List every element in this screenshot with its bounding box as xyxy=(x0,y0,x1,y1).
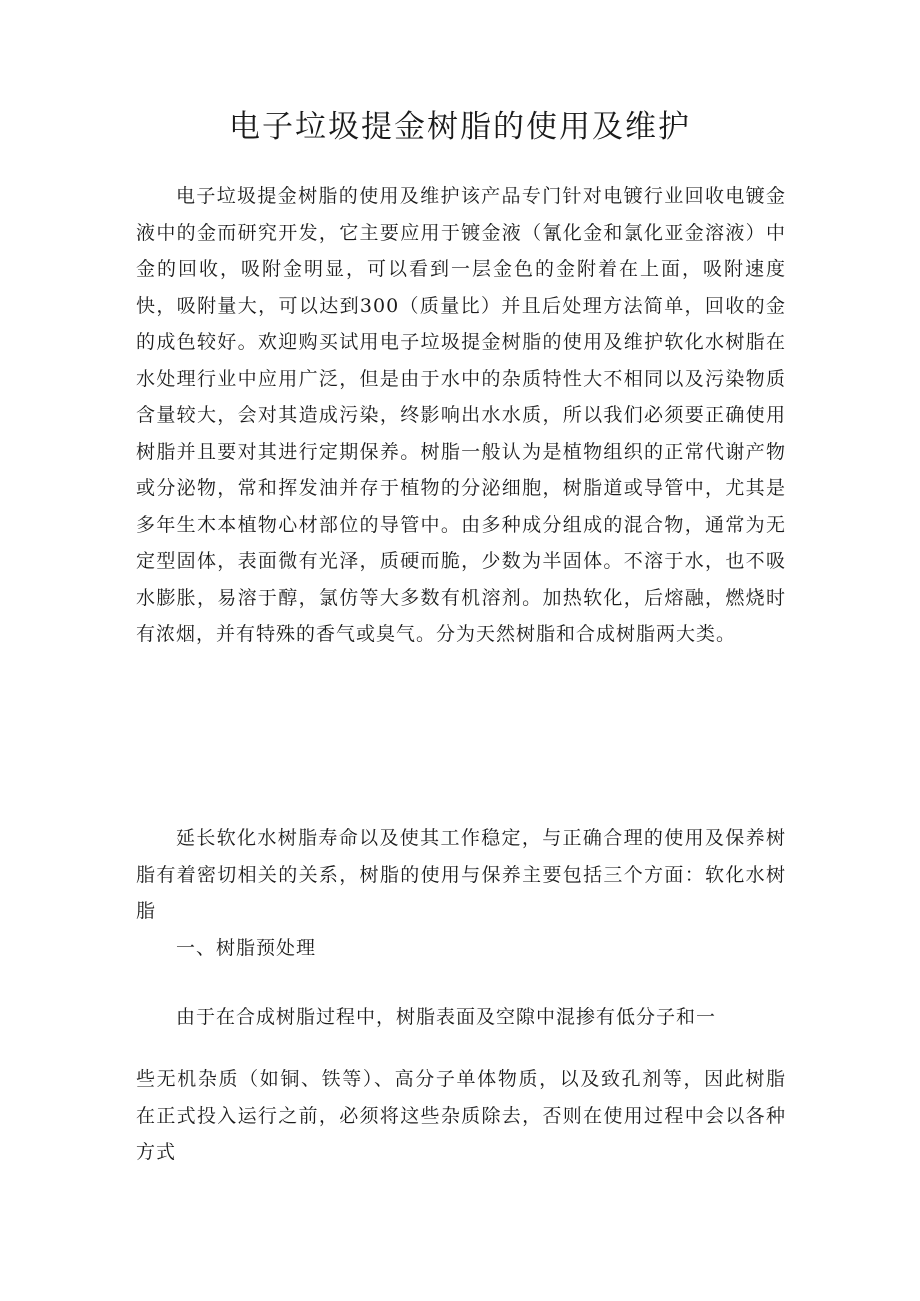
section-heading-pretreatment: 一、树脂预处理 xyxy=(176,937,317,959)
document-title: 电子垃圾提金树脂的使用及维护 xyxy=(229,109,691,145)
paragraph-pretreatment-continued: 些无机杂质（如铜、铁等）、高分子单体物质，以及致孔剂等，因此树脂在正式投入运行之前，必须将这些杂质除去，否则在使用过程中会以各种方式 xyxy=(136,1068,786,1163)
paragraph-intro: 电子垃圾提金树脂的使用及维护该产品专门针对电镀行业回收电镀金液中的金而研究开发，它主要应用于镀金液（氰化金和氯化亚金溶液）中金的回收，吸附金明显，可以看到一层金色的金附着在上面，吸附速度快，吸附量大，可以达到300（质量比）并且后处理方法简单，回收的金的成色较好。欢迎购买试用电子垃圾提金树脂的使用及维护软化水树脂在水处理行业中应用广泛，但是由于水中的杂质特性大不相同以及污染物质含量较大，会对其造成污染，终影响出水水质，所以我们必须要正确使用树脂并且要对其进行定期保养。树脂一般认为是植物组织的正常代谢产物或分泌物，常和挥发油并存于植物的分泌细胞，树脂道或导管中，尤其是多年生木本植物心材部位的导管中。由多种成分组成的混合物，通常为无定型固体，表面微有光泽，质硬而脆，少数为半固体。不溶于水，也不吸水膨胀，易溶于醇，氯仿等大多数有机溶剂。加热软化，后熔融，燃烧时有浓烟，并有特殊的香气或臭气。分为天然树脂和合成树脂两大类。 xyxy=(136,185,786,645)
paragraph-pretreatment-start: 由于在合成树脂过程中，树脂表面及空隙中混掺有低分子和一 xyxy=(176,1006,717,1028)
paragraph-maintenance: 延长软化水树脂寿命以及使其工作稳定，与正确合理的使用及保养树脂有着密切相关的关系，树脂的使用与保养主要包括三个方面：软化水树脂 xyxy=(136,827,786,922)
